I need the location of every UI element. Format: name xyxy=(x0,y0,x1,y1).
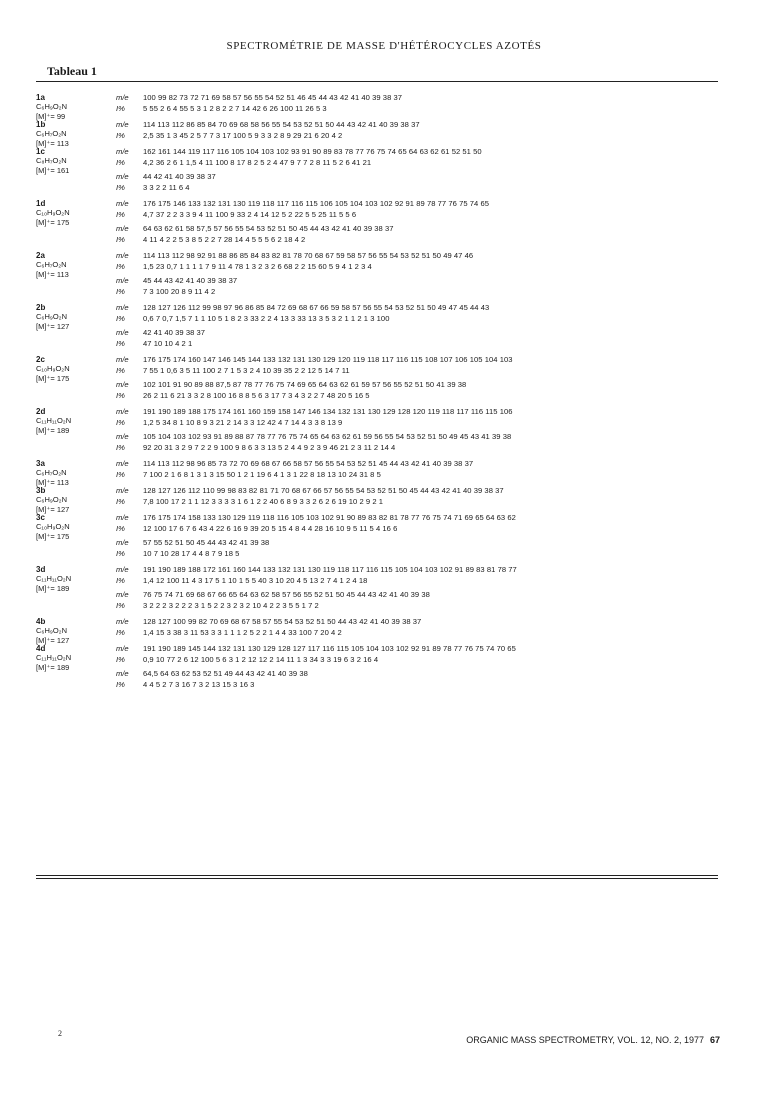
compound-formula: C₁₁H₁₁O₂N xyxy=(36,653,72,663)
me-label: m/e xyxy=(116,669,129,678)
me-values: 102 101 91 90 89 88 87,5 87 78 77 76 75 74 69 65 64 63 62 61 59 57 56 55 52 51 50 41 39 38 xyxy=(143,380,467,389)
compound-info xyxy=(36,486,116,514)
table-bottom-rule xyxy=(36,875,718,876)
me-values: 162 161 144 119 117 116 105 104 103 102 93 91 90 89 83 78 77 76 75 74 65 64 63 62 61 52 51 50 xyxy=(143,147,482,156)
intensity-label: I% xyxy=(116,654,125,664)
compound-molecular-ion: [M]⁺= 189 xyxy=(36,583,70,593)
spectrum-block xyxy=(116,590,718,611)
compound-entry xyxy=(36,93,718,121)
me-label: m/e xyxy=(116,380,129,389)
compound-molecular-ion: [M]⁺= 161 xyxy=(36,165,70,175)
me-row xyxy=(116,93,718,104)
me-row xyxy=(116,276,718,287)
intensity-values: 12 100 17 6 7 6 43 4 22 6 16 9 39 20 5 15 4 8 4 4 28 16 10 9 5 11 5 4 16 6 xyxy=(143,523,398,533)
compound-entry xyxy=(36,120,718,148)
intensity-label: I% xyxy=(116,442,125,452)
me-label: m/e xyxy=(116,355,129,364)
compound-entry xyxy=(36,199,718,245)
compound-formula: C₆H₉O₂N xyxy=(36,102,67,112)
intensity-label: I% xyxy=(116,261,125,271)
compound-formula: C₆H₉O₂N xyxy=(36,626,67,636)
spectrum-block xyxy=(116,617,718,638)
compound-molecular-ion: [M]⁺= 113 xyxy=(36,138,69,148)
compound-info xyxy=(36,644,116,672)
intensity-values: 4 11 4 2 2 5 3 8 5 2 2 7 28 14 4 5 5 5 6 2 18 4 2 xyxy=(143,234,306,244)
spectrum-block xyxy=(116,644,718,665)
intensity-label: I% xyxy=(116,157,125,167)
me-label: m/e xyxy=(116,276,129,285)
intensity-values: 0,9 10 77 2 6 12 100 5 6 3 1 2 12 12 2 14 11 1 3 34 3 3 19 6 3 2 16 4 xyxy=(143,654,379,664)
compound-formula: C₁₁H₁₁O₂N xyxy=(36,416,72,426)
me-row xyxy=(116,459,718,470)
compound-info xyxy=(36,617,116,645)
me-row xyxy=(116,380,718,391)
intensity-row xyxy=(116,104,718,115)
intensity-values: 4,7 37 2 2 3 3 9 4 11 100 9 33 2 4 14 12 5 2 22 5 5 25 11 5 5 6 xyxy=(143,209,357,219)
me-values: 44 42 41 40 39 38 37 xyxy=(143,172,216,181)
compound-info xyxy=(36,459,116,487)
me-row xyxy=(116,590,718,601)
compound-entry xyxy=(36,355,718,401)
me-label: m/e xyxy=(116,303,129,312)
me-label: m/e xyxy=(116,644,129,653)
me-row xyxy=(116,669,718,680)
me-label: m/e xyxy=(116,486,129,495)
intensity-values: 3 2 2 2 3 2 2 2 3 1 5 2 2 3 2 3 2 10 4 2 2 3 5 5 1 7 2 xyxy=(143,600,319,610)
compound-info xyxy=(36,199,116,227)
compound-formula: C₁₀H₉O₂N xyxy=(36,208,70,218)
intensity-values: 10 7 10 28 17 4 4 8 7 9 18 5 xyxy=(143,548,240,558)
me-label: m/e xyxy=(116,120,129,129)
compound-id: 4d xyxy=(36,644,46,653)
mass-spectra-table xyxy=(36,93,718,696)
spectrum-block xyxy=(116,669,718,690)
compound-formula: C₁₀H₉O₂N xyxy=(36,364,70,374)
intensity-label: I% xyxy=(116,417,125,427)
me-values: 64 63 62 61 58 57,5 57 56 55 54 53 52 51 50 45 44 43 42 41 40 39 38 37 xyxy=(143,224,394,233)
me-values: 114 113 112 98 92 91 88 86 85 84 83 82 81 78 70 68 67 59 58 57 56 55 54 53 52 51 50 49 47 46 xyxy=(143,251,474,260)
intensity-label: I% xyxy=(116,469,125,479)
spectrum-block xyxy=(116,328,718,349)
table-bottom-rule-double xyxy=(36,878,718,879)
spectrum-block xyxy=(116,120,718,141)
me-label: m/e xyxy=(116,328,129,337)
me-row xyxy=(116,617,718,628)
spectrum-block xyxy=(116,459,718,480)
compound-id: 3b xyxy=(36,486,46,495)
me-values: 128 127 126 112 99 98 97 96 86 85 84 72 69 68 67 66 59 58 57 56 55 54 53 52 51 50 49 47 45 44 43 xyxy=(143,303,490,312)
me-label: m/e xyxy=(116,251,129,260)
page-number: 67 xyxy=(709,1035,720,1045)
intensity-values: 1,5 23 0,7 1 1 1 1 7 9 11 4 78 1 3 2 3 2 6 68 2 2 15 60 5 9 4 1 2 3 4 xyxy=(143,261,372,271)
compound-id: 3c xyxy=(36,513,45,522)
intensity-label: I% xyxy=(116,575,125,585)
compound-formula: C₆H₉O₂N xyxy=(36,312,67,322)
compound-info xyxy=(36,93,116,121)
compound-entry xyxy=(36,565,718,611)
intensity-label: I% xyxy=(116,338,125,348)
intensity-row xyxy=(116,470,718,481)
spectrum-block xyxy=(116,93,718,114)
intensity-label: I% xyxy=(116,365,125,375)
intensity-values: 4,2 36 2 6 1 1,5 4 11 100 8 17 8 2 5 2 4 47 9 7 7 2 8 11 5 2 6 41 21 xyxy=(143,157,372,167)
intensity-row xyxy=(116,158,718,169)
spectrum-block xyxy=(116,432,718,453)
me-values: 45 44 43 42 41 40 39 38 37 xyxy=(143,276,238,285)
compound-molecular-ion: [M]⁺= 189 xyxy=(36,425,70,435)
me-row xyxy=(116,224,718,235)
me-label: m/e xyxy=(116,172,129,181)
compound-molecular-ion: [M]⁺= 127 xyxy=(36,504,70,514)
me-row xyxy=(116,303,718,314)
me-values: 100 99 82 73 72 71 69 58 57 56 55 54 52 51 46 45 44 43 42 41 40 39 38 37 xyxy=(143,93,403,102)
me-values: 57 55 52 51 50 45 44 43 42 41 39 38 xyxy=(143,538,270,547)
intensity-row xyxy=(116,183,718,194)
compound-molecular-ion: [M]⁺= 189 xyxy=(36,662,70,672)
intensity-row xyxy=(116,391,718,402)
me-values: 191 190 189 188 175 174 161 160 159 158 147 146 134 132 131 130 129 128 120 119 118 117 116 115 106 xyxy=(143,407,513,416)
me-label: m/e xyxy=(116,432,129,441)
intensity-row xyxy=(116,262,718,273)
me-label: m/e xyxy=(116,147,129,156)
me-row xyxy=(116,513,718,524)
intensity-row xyxy=(116,576,718,587)
compound-id: 3a xyxy=(36,459,45,468)
intensity-values: 1,2 5 34 8 1 10 8 9 3 21 2 14 3 3 12 42 4 7 14 4 3 3 8 13 9 xyxy=(143,417,343,427)
me-label: m/e xyxy=(116,590,129,599)
intensity-values: 26 2 11 6 21 3 3 2 8 100 16 8 8 5 6 3 17 7 3 4 3 2 2 7 48 20 5 16 5 xyxy=(143,390,370,400)
spectrum-block xyxy=(116,147,718,168)
me-values: 42 41 40 39 38 37 xyxy=(143,328,206,337)
intensity-values: 4 4 5 2 7 3 16 7 3 2 13 15 3 16 3 xyxy=(143,679,255,689)
compound-entry xyxy=(36,644,718,690)
spectrum-block xyxy=(116,251,718,272)
spectrum-block xyxy=(116,355,718,376)
spectrum-block xyxy=(116,486,718,507)
me-row xyxy=(116,251,718,262)
intensity-row xyxy=(116,628,718,639)
intensity-label: I% xyxy=(116,286,125,296)
me-label: m/e xyxy=(116,617,129,626)
compound-entry xyxy=(36,251,718,297)
me-row xyxy=(116,432,718,443)
intensity-row xyxy=(116,339,718,350)
compound-info xyxy=(36,251,116,279)
intensity-label: I% xyxy=(116,627,125,637)
compound-entry xyxy=(36,486,718,514)
compound-entry xyxy=(36,303,718,349)
compound-id: 1a xyxy=(36,93,45,102)
compound-id: 1d xyxy=(36,199,46,208)
intensity-label: I% xyxy=(116,496,125,506)
intensity-values: 1,4 15 3 38 3 11 53 3 3 1 1 1 2 5 2 2 1 4 4 33 100 7 20 4 2 xyxy=(143,627,342,637)
me-label: m/e xyxy=(116,513,129,522)
me-row xyxy=(116,407,718,418)
me-row xyxy=(116,355,718,366)
intensity-row xyxy=(116,680,718,691)
intensity-label: I% xyxy=(116,548,125,558)
spectrum-block xyxy=(116,407,718,428)
intensity-row xyxy=(116,131,718,142)
compound-molecular-ion: [M]⁺= 127 xyxy=(36,635,70,645)
intensity-label: I% xyxy=(116,390,125,400)
me-values: 191 190 189 145 144 132 131 130 129 128 127 117 116 115 105 104 103 102 92 91 89 78 77 76 75 74 70 65 xyxy=(143,644,516,653)
me-row xyxy=(116,538,718,549)
spectrum-block xyxy=(116,172,718,193)
footer-page-marker: 2 xyxy=(58,1029,62,1038)
compound-id: 1b xyxy=(36,120,46,129)
intensity-row xyxy=(116,524,718,535)
compound-info xyxy=(36,407,116,435)
me-values: 114 113 112 98 96 85 73 72 70 69 68 67 66 58 57 56 55 54 53 52 51 45 44 43 42 41 40 39 38 37 xyxy=(143,459,474,468)
table-top-rule xyxy=(36,81,718,82)
intensity-label: I% xyxy=(116,523,125,533)
compound-molecular-ion: [M]⁺= 175 xyxy=(36,217,70,227)
page-header-title: SPECTROMÉTRIE DE MASSE D'HÉTÉROCYCLES AZOTÉS xyxy=(226,40,542,52)
compound-formula: C₈H₇O₂N xyxy=(36,156,67,166)
intensity-values: 7 55 1 0,6 3 5 11 100 2 7 1 5 3 2 4 10 39 35 2 2 12 5 14 7 11 xyxy=(143,365,350,375)
me-values: 176 175 146 133 132 131 130 119 118 117 116 115 106 105 104 103 102 92 91 89 78 77 76 75 74 65 xyxy=(143,199,490,208)
compound-entry xyxy=(36,407,718,453)
compound-id: 4b xyxy=(36,617,46,626)
intensity-row xyxy=(116,655,718,666)
intensity-values: 5 55 2 6 4 55 5 3 1 2 8 2 2 7 14 42 6 26 100 11 26 5 3 xyxy=(143,103,327,113)
intensity-row xyxy=(116,314,718,325)
me-values: 176 175 174 160 147 146 145 144 133 132 131 130 129 120 119 118 117 116 115 108 107 106 105 104 103 xyxy=(143,355,513,364)
journal-citation: ORGANIC MASS SPECTROMETRY, VOL. 12, NO. 2, 1977 xyxy=(466,1035,704,1045)
compound-molecular-ion: [M]⁺= 127 xyxy=(36,321,70,331)
compound-formula: C₁₁H₁₁O₂N xyxy=(36,574,72,584)
intensity-values: 0,6 7 0,7 1,5 7 1 1 10 5 1 8 2 3 33 2 2 4 13 3 33 13 3 5 3 2 1 1 2 1 3 100 xyxy=(143,313,390,323)
me-label: m/e xyxy=(116,93,129,102)
compound-formula: C₆H₇O₂N xyxy=(36,129,67,139)
compound-molecular-ion: [M]⁺= 175 xyxy=(36,531,70,541)
compound-entry xyxy=(36,513,718,559)
compound-molecular-ion: [M]⁺= 113 xyxy=(36,269,69,279)
compound-molecular-ion: [M]⁺= 99 xyxy=(36,111,66,121)
compound-info xyxy=(36,355,116,383)
intensity-values: 7 100 2 1 6 8 1 3 1 3 15 50 1 2 1 19 6 4 1 3 1 22 8 18 13 10 24 31 8 5 xyxy=(143,469,381,479)
compound-id: 2a xyxy=(36,251,45,260)
me-row xyxy=(116,644,718,655)
intensity-row xyxy=(116,418,718,429)
intensity-row xyxy=(116,210,718,221)
compound-id: 3d xyxy=(36,565,46,574)
me-values: 176 175 174 158 133 130 129 119 118 116 105 103 102 91 90 89 83 82 81 78 77 76 75 74 71 69 65 64 63 62 xyxy=(143,513,516,522)
compound-id: 2c xyxy=(36,355,45,364)
intensity-values: 7 3 100 20 8 9 11 4 2 xyxy=(143,286,216,296)
intensity-row xyxy=(116,235,718,246)
compound-molecular-ion: [M]⁺= 113 xyxy=(36,477,69,487)
compound-formula: C₆H₇O₂N xyxy=(36,260,67,270)
compound-info xyxy=(36,147,116,175)
compound-id: 1c xyxy=(36,147,45,156)
intensity-row xyxy=(116,287,718,298)
intensity-row xyxy=(116,366,718,377)
intensity-label: I% xyxy=(116,679,125,689)
me-row xyxy=(116,328,718,339)
me-values: 64,5 64 63 62 53 52 51 49 44 43 42 41 40 39 38 xyxy=(143,669,308,678)
compound-info xyxy=(36,513,116,541)
intensity-values: 2,5 35 1 3 45 2 5 7 7 3 17 100 5 9 3 3 2 8 9 29 21 6 20 4 2 xyxy=(143,130,343,140)
me-label: m/e xyxy=(116,538,129,547)
me-row xyxy=(116,199,718,210)
intensity-values: 92 20 31 3 2 9 7 2 2 9 100 9 8 6 3 3 13 5 2 4 4 9 2 3 9 46 21 2 3 11 2 14 4 xyxy=(143,442,396,452)
intensity-label: I% xyxy=(116,103,125,113)
intensity-row xyxy=(116,601,718,612)
compound-entry xyxy=(36,617,718,645)
me-label: m/e xyxy=(116,459,129,468)
me-values: 105 104 103 102 93 91 89 88 87 78 77 76 75 74 65 64 63 62 61 59 56 55 54 53 52 51 50 49 45 43 41 39 38 xyxy=(143,432,512,441)
intensity-label: I% xyxy=(116,234,125,244)
compound-formula: C₆H₉O₂N xyxy=(36,495,67,505)
footer-journal-line xyxy=(466,1035,720,1045)
me-values: 128 127 100 99 82 70 69 68 67 58 57 55 54 53 52 51 50 44 43 42 41 40 39 38 37 xyxy=(143,617,422,626)
intensity-values: 3 3 2 2 11 6 4 xyxy=(143,182,190,192)
compound-molecular-ion: [M]⁺= 175 xyxy=(36,373,70,383)
me-row xyxy=(116,172,718,183)
spectrum-block xyxy=(116,538,718,559)
intensity-row xyxy=(116,443,718,454)
intensity-label: I% xyxy=(116,209,125,219)
intensity-label: I% xyxy=(116,182,125,192)
me-values: 76 75 74 71 69 68 67 66 65 64 63 62 58 57 56 55 52 51 50 45 44 43 42 41 40 39 38 xyxy=(143,590,430,599)
compound-info xyxy=(36,120,116,148)
spectrum-block xyxy=(116,380,718,401)
me-values: 191 190 189 188 172 161 160 144 133 132 131 130 119 118 117 116 115 105 104 103 102 91 89 83 81 78 77 xyxy=(143,565,517,574)
me-row xyxy=(116,565,718,576)
intensity-label: I% xyxy=(116,130,125,140)
me-row xyxy=(116,486,718,497)
spectrum-block xyxy=(116,276,718,297)
compound-entry xyxy=(36,459,718,487)
compound-formula: C₆H₇O₂N xyxy=(36,468,67,478)
me-row xyxy=(116,120,718,131)
spectrum-block xyxy=(116,199,718,220)
compound-info xyxy=(36,565,116,593)
intensity-values: 1,4 12 100 11 4 3 17 5 1 10 1 5 5 40 3 10 20 4 5 13 2 7 4 1 2 4 18 xyxy=(143,575,368,585)
intensity-values: 47 10 10 4 2 1 xyxy=(143,338,193,348)
spectrum-block xyxy=(116,513,718,534)
compound-id: 2d xyxy=(36,407,46,416)
me-values: 128 127 126 112 110 99 98 83 82 81 71 70 68 67 66 57 56 55 54 53 52 51 50 45 44 43 42 41 40 39 38 37 xyxy=(143,486,504,495)
compound-formula: C₁₀H₉O₂N xyxy=(36,522,70,532)
spectrum-block xyxy=(116,565,718,586)
compound-info xyxy=(36,303,116,331)
intensity-row xyxy=(116,549,718,560)
me-label: m/e xyxy=(116,407,129,416)
intensity-values: 7,8 100 17 2 1 1 12 3 3 3 3 1 6 1 2 2 40 6 8 9 3 3 2 6 2 6 19 10 2 9 2 1 xyxy=(143,496,384,506)
me-values: 114 113 112 86 85 84 70 69 68 58 56 55 54 53 52 51 50 44 43 42 41 40 39 38 37 xyxy=(143,120,420,129)
intensity-row xyxy=(116,497,718,508)
compound-entry xyxy=(36,147,718,193)
me-label: m/e xyxy=(116,565,129,574)
me-label: m/e xyxy=(116,224,129,233)
intensity-label: I% xyxy=(116,600,125,610)
me-row xyxy=(116,147,718,158)
spectrum-block xyxy=(116,303,718,324)
table-label: Tableau 1 xyxy=(47,64,97,78)
compound-id: 2b xyxy=(36,303,46,312)
spectrum-block xyxy=(116,224,718,245)
intensity-label: I% xyxy=(116,313,125,323)
me-label: m/e xyxy=(116,199,129,208)
